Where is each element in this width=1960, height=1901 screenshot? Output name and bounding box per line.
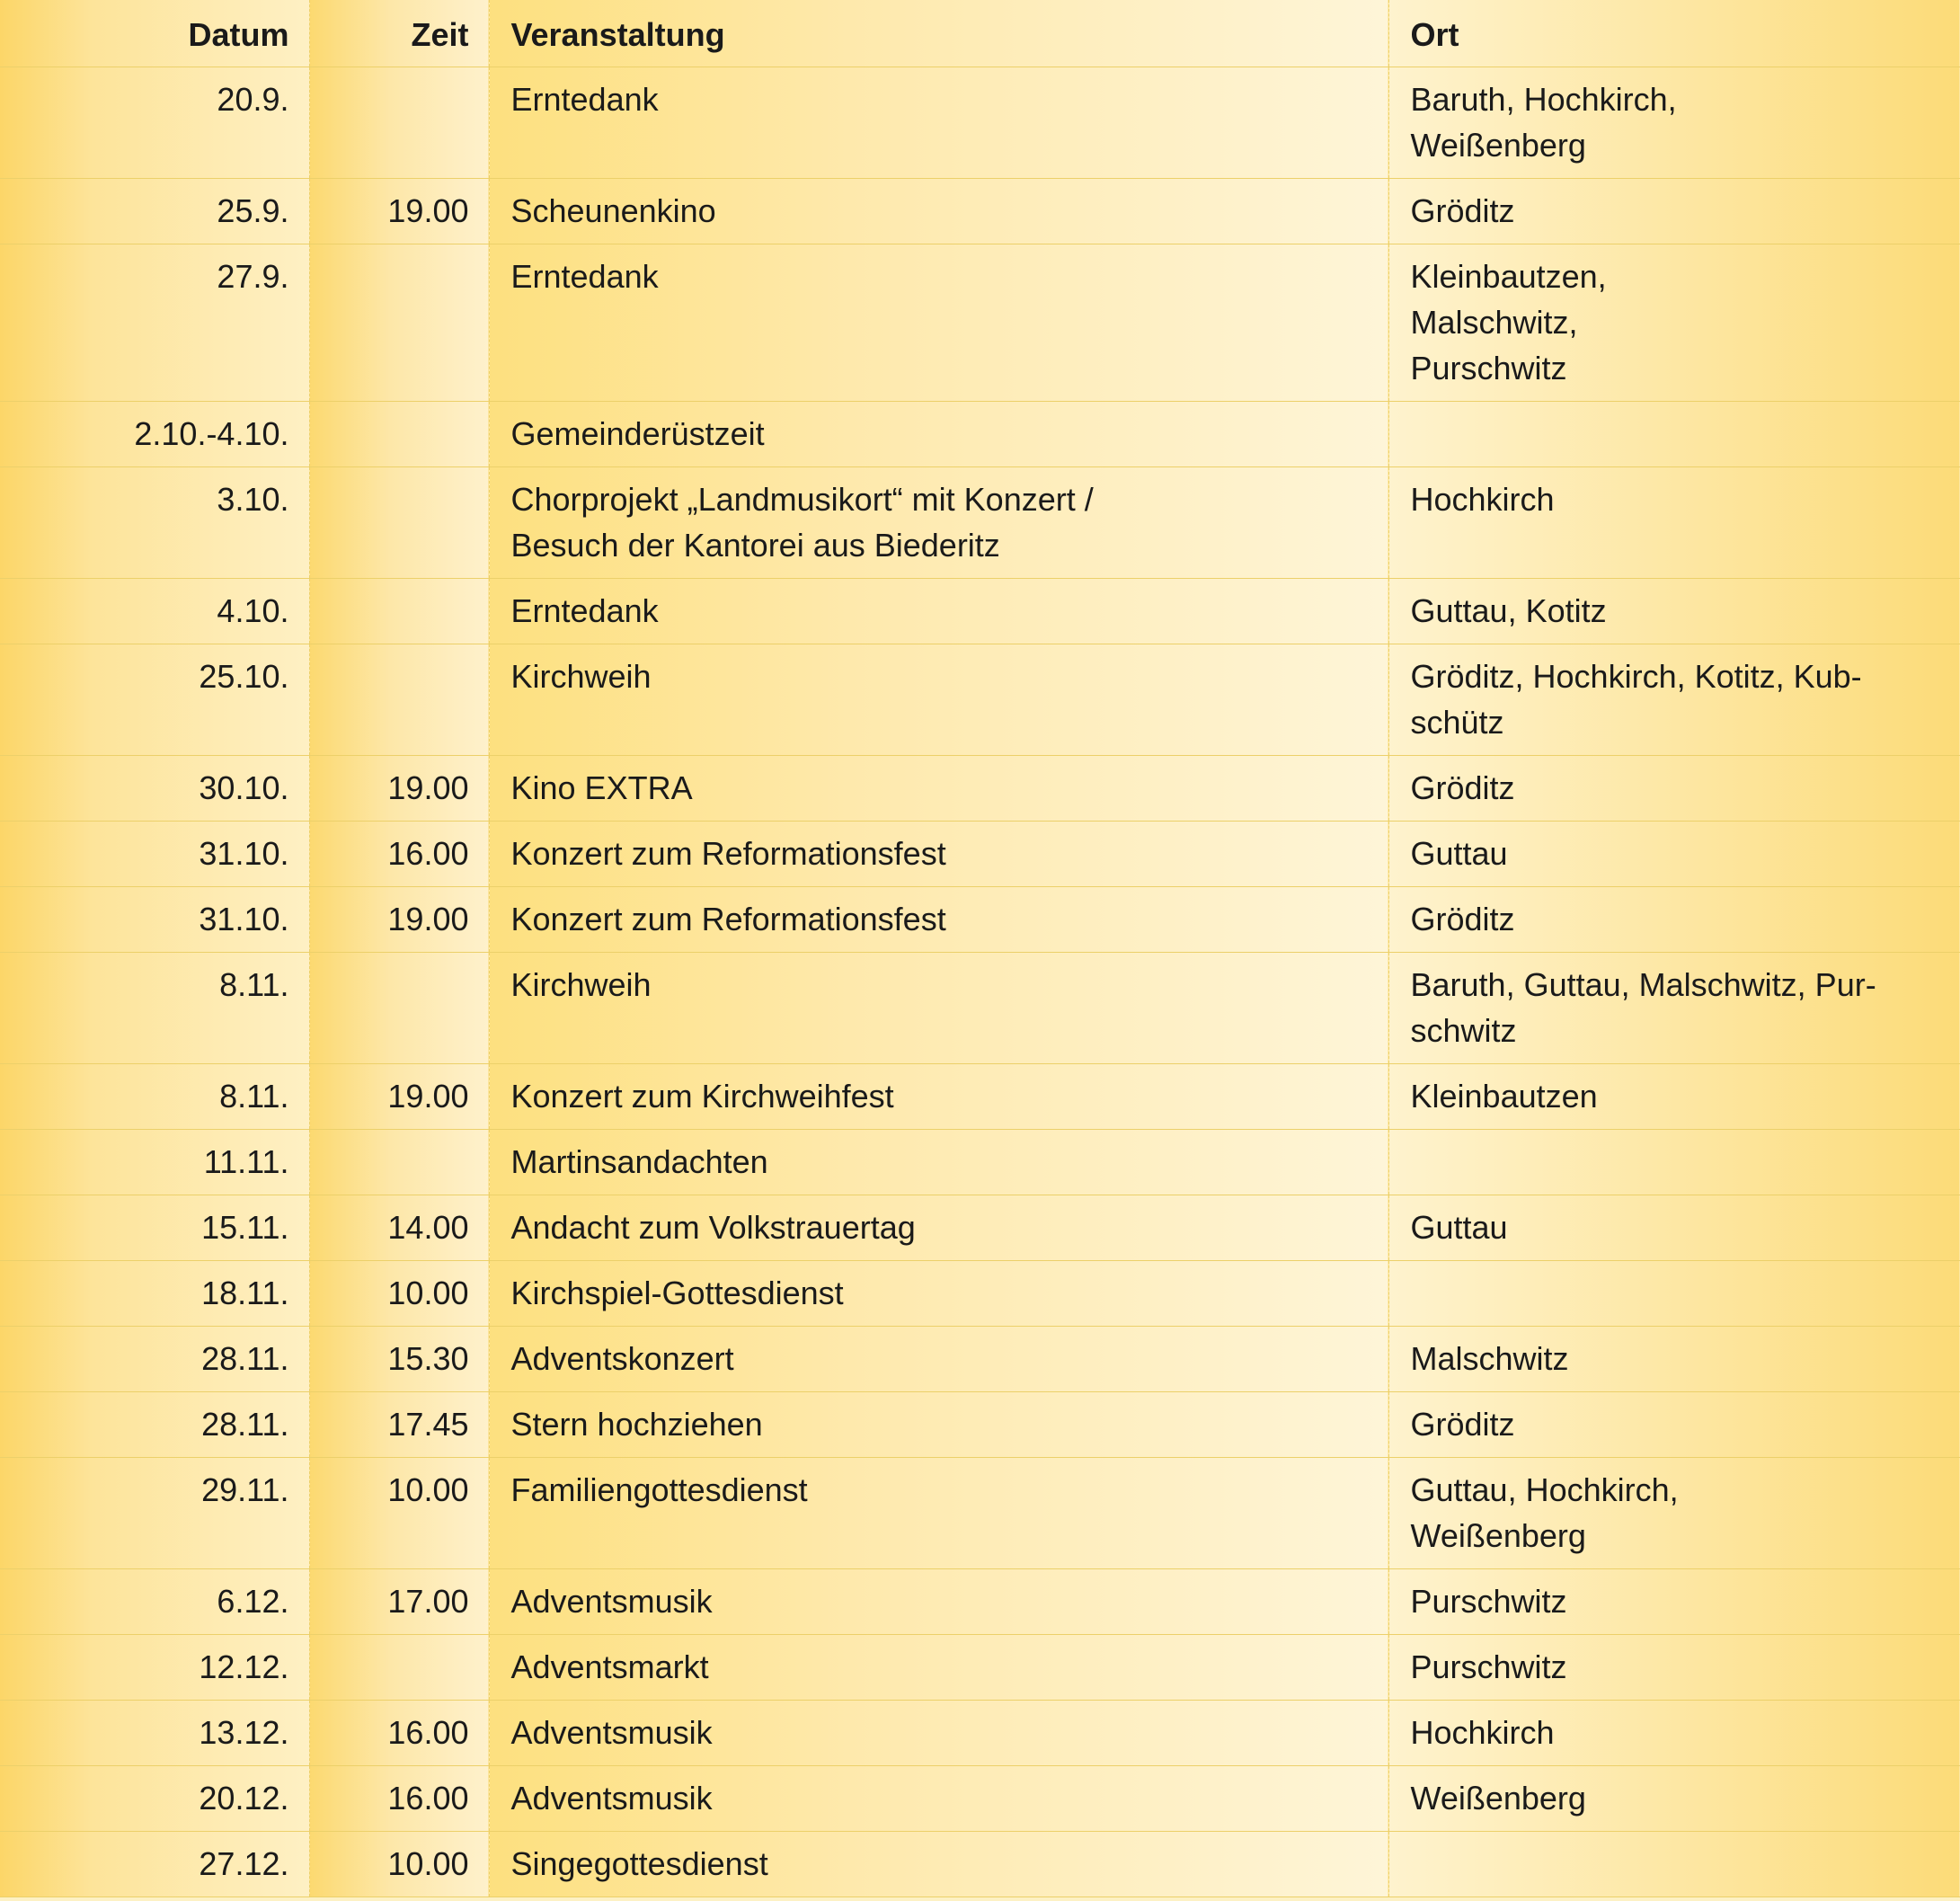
cell-veranstaltung-text: Konzert zum Reformationsfest — [510, 835, 946, 872]
cell-datum-text: 12.12. — [199, 1648, 289, 1685]
cell-datum-text: 8.11. — [219, 1078, 289, 1115]
table-row — [0, 1261, 1960, 1327]
cell-datum — [0, 953, 309, 1064]
cell-veranstaltung-text: Martinsandachten — [510, 1143, 768, 1180]
table-row — [0, 644, 1960, 756]
cell-ort — [1388, 1766, 1960, 1832]
cell-ort-text: Hochkirch — [1410, 481, 1555, 518]
cell-veranstaltung — [489, 644, 1388, 756]
cell-datum — [0, 67, 309, 179]
cell-veranstaltung — [489, 1130, 1388, 1195]
cell-ort — [1388, 179, 1960, 244]
cell-veranstaltung-text: Adventskonzert — [510, 1340, 734, 1377]
table-row — [0, 579, 1960, 644]
cell-datum-text: 3.10. — [217, 481, 289, 518]
table-row — [0, 1392, 1960, 1458]
cell-datum — [0, 179, 309, 244]
cell-datum-text: 31.10. — [199, 835, 289, 872]
cell-ort-text: Guttau, Kotitz — [1410, 592, 1607, 629]
cell-datum-text: 6.12. — [217, 1583, 289, 1620]
cell-ort — [1388, 887, 1960, 953]
cell-datum — [0, 887, 309, 953]
cell-veranstaltung — [489, 1766, 1388, 1832]
cell-zeit — [309, 1832, 489, 1897]
cell-datum — [0, 1327, 309, 1392]
cell-datum-text: 8.11. — [219, 966, 289, 1003]
cell-ort — [1388, 1130, 1960, 1195]
cell-zeit-text: 19.00 — [387, 192, 469, 229]
cell-datum — [0, 1458, 309, 1569]
cell-veranstaltung-text: Adventsmusik — [510, 1714, 713, 1751]
cell-zeit — [309, 244, 489, 402]
cell-zeit — [309, 1327, 489, 1392]
cell-ort-text: Guttau, Hochkirch, Weißenberg — [1410, 1471, 1679, 1554]
cell-ort — [1388, 467, 1960, 579]
cell-veranstaltung-text: Adventsmarkt — [510, 1648, 709, 1685]
cell-veranstaltung-text: Kirchspiel-Gottesdienst — [510, 1275, 844, 1311]
cell-datum — [0, 1261, 309, 1327]
cell-veranstaltung — [489, 1832, 1388, 1897]
cell-zeit-text: 19.00 — [387, 769, 469, 806]
cell-veranstaltung-text: Gemeinderüstzeit — [510, 415, 765, 452]
cell-ort — [1388, 1458, 1960, 1569]
cell-ort — [1388, 1064, 1960, 1130]
cell-veranstaltung-text: Adventsmusik — [510, 1583, 713, 1620]
cell-zeit — [309, 756, 489, 822]
cell-zeit-text: 10.00 — [387, 1275, 469, 1311]
cell-veranstaltung-text: Erntedank — [510, 592, 659, 629]
cell-veranstaltung — [489, 1064, 1388, 1130]
cell-datum-text: 30.10. — [199, 769, 289, 806]
cell-zeit — [309, 1130, 489, 1195]
cell-ort — [1388, 1701, 1960, 1766]
cell-ort-text: Gröditz — [1410, 901, 1515, 937]
cell-datum-text: 4.10. — [217, 592, 289, 629]
header-ort: Ort — [1388, 0, 1960, 67]
cell-veranstaltung-text: Konzert zum Reformationsfest — [510, 901, 946, 937]
cell-zeit — [309, 1569, 489, 1635]
cell-datum-text: 25.10. — [199, 658, 289, 695]
cell-ort-text: Purschwitz — [1410, 1648, 1567, 1685]
cell-ort — [1388, 822, 1960, 887]
cell-datum — [0, 822, 309, 887]
cell-veranstaltung-text: Erntedank — [510, 81, 659, 118]
cell-veranstaltung — [489, 402, 1388, 467]
cell-veranstaltung — [489, 953, 1388, 1064]
cell-datum — [0, 1832, 309, 1897]
cell-zeit — [309, 1064, 489, 1130]
cell-veranstaltung — [489, 1261, 1388, 1327]
cell-zeit-text: 14.00 — [387, 1209, 469, 1246]
cell-ort — [1388, 1635, 1960, 1701]
cell-ort-text: Guttau — [1410, 1209, 1508, 1246]
cell-datum — [0, 1130, 309, 1195]
cell-veranstaltung — [489, 887, 1388, 953]
cell-ort — [1388, 1327, 1960, 1392]
table-header — [0, 0, 1960, 67]
cell-datum-text: 18.11. — [201, 1275, 289, 1311]
cell-zeit — [309, 1392, 489, 1458]
cell-zeit-text: 17.45 — [387, 1406, 469, 1443]
cell-ort-text: Gröditz — [1410, 1406, 1515, 1443]
cell-datum-text: 20.12. — [199, 1780, 289, 1817]
cell-veranstaltung-text: Kirchweih — [510, 966, 652, 1003]
cell-veranstaltung — [489, 67, 1388, 179]
cell-zeit — [309, 402, 489, 467]
cell-zeit-text: 16.00 — [387, 1780, 469, 1817]
cell-veranstaltung — [489, 822, 1388, 887]
table-row — [0, 756, 1960, 822]
cell-veranstaltung — [489, 1195, 1388, 1261]
cell-ort-text: Weißenberg — [1410, 1780, 1586, 1817]
cell-datum-text: 31.10. — [199, 901, 289, 937]
cell-zeit — [309, 953, 489, 1064]
header-datum: Datum — [0, 0, 309, 67]
cell-veranstaltung — [489, 1327, 1388, 1392]
cell-zeit-text: 19.00 — [387, 901, 469, 937]
cell-veranstaltung — [489, 756, 1388, 822]
cell-ort-text: Baruth, Hochkirch, Weißenberg — [1410, 81, 1677, 164]
cell-zeit-text: 17.00 — [387, 1583, 469, 1620]
cell-datum — [0, 644, 309, 756]
cell-ort — [1388, 244, 1960, 402]
cell-ort-text: Kleinbautzen — [1410, 1078, 1598, 1115]
cell-ort — [1388, 67, 1960, 179]
cell-veranstaltung — [489, 1701, 1388, 1766]
table-row — [0, 1701, 1960, 1766]
cell-ort-text: Gröditz, Hochkirch, Kotitz, Kub- schütz — [1410, 658, 1862, 741]
cell-datum-text: 28.11. — [201, 1406, 289, 1443]
cell-veranstaltung-text: Familiengottesdienst — [510, 1471, 808, 1508]
cell-ort — [1388, 756, 1960, 822]
cell-datum-text: 27.12. — [199, 1845, 289, 1882]
table-row — [0, 1064, 1960, 1130]
cell-datum-text: 27.9. — [217, 258, 289, 295]
cell-zeit-text: 10.00 — [387, 1845, 469, 1882]
cell-zeit — [309, 1261, 489, 1327]
cell-datum — [0, 756, 309, 822]
cell-zeit — [309, 822, 489, 887]
cell-ort-text: Malschwitz — [1410, 1340, 1569, 1377]
table-row — [0, 402, 1960, 467]
cell-datum — [0, 1701, 309, 1766]
cell-datum-text: 20.9. — [217, 81, 289, 118]
cell-datum — [0, 1195, 309, 1261]
table-row — [0, 467, 1960, 579]
cell-ort-text: Purschwitz — [1410, 1583, 1567, 1620]
cell-zeit — [309, 1701, 489, 1766]
cell-ort — [1388, 1195, 1960, 1261]
table-row — [0, 1569, 1960, 1635]
cell-veranstaltung-text: Adventsmusik — [510, 1780, 713, 1817]
table-row — [0, 887, 1960, 953]
cell-ort — [1388, 402, 1960, 467]
cell-ort — [1388, 579, 1960, 644]
cell-zeit-text: 15.30 — [387, 1340, 469, 1377]
cell-veranstaltung — [489, 579, 1388, 644]
cell-ort — [1388, 1832, 1960, 1897]
cell-datum-text: 28.11. — [201, 1340, 289, 1377]
cell-veranstaltung — [489, 467, 1388, 579]
table-row — [0, 1327, 1960, 1392]
cell-ort-text: Kleinbautzen, Malschwitz, Purschwitz — [1410, 258, 1607, 386]
table-row — [0, 822, 1960, 887]
cell-datum — [0, 1766, 309, 1832]
cell-zeit — [309, 467, 489, 579]
cell-zeit — [309, 179, 489, 244]
cell-zeit — [309, 887, 489, 953]
cell-datum-text: 13.12. — [199, 1714, 289, 1751]
table-row — [0, 1766, 1960, 1832]
cell-zeit-text: 16.00 — [387, 1714, 469, 1751]
table-row — [0, 67, 1960, 179]
cell-ort — [1388, 953, 1960, 1064]
cell-zeit — [309, 1635, 489, 1701]
table-body — [0, 67, 1960, 1897]
cell-zeit-text: 19.00 — [387, 1078, 469, 1115]
cell-datum-text: 11.11. — [203, 1143, 289, 1180]
header-zeit: Zeit — [309, 0, 489, 67]
table-row — [0, 1195, 1960, 1261]
cell-zeit — [309, 1766, 489, 1832]
cell-veranstaltung-text: Stern hochziehen — [510, 1406, 763, 1443]
cell-ort-text: Baruth, Guttau, Malschwitz, Pur- schwitz — [1410, 966, 1876, 1049]
cell-veranstaltung — [489, 1635, 1388, 1701]
cell-datum — [0, 1064, 309, 1130]
cell-zeit — [309, 644, 489, 756]
cell-ort-text: Gröditz — [1410, 769, 1515, 806]
table-row — [0, 1458, 1960, 1569]
cell-veranstaltung-text: Scheunenkino — [510, 192, 716, 229]
cell-datum-text: 15.11. — [201, 1209, 289, 1246]
header-row — [0, 0, 1960, 67]
cell-datum — [0, 1635, 309, 1701]
cell-veranstaltung-text: Kino EXTRA — [510, 769, 693, 806]
cell-veranstaltung-text: Chorprojekt „Landmusikort“ mit Konzert / Besuch der Kantorei aus Biederitz — [510, 481, 1094, 564]
table-row — [0, 179, 1960, 244]
cell-veranstaltung-text: Kirchweih — [510, 658, 652, 695]
cell-zeit — [309, 579, 489, 644]
cell-datum — [0, 579, 309, 644]
cell-datum-text: 2.10.-4.10. — [134, 415, 289, 452]
cell-ort-text: Guttau — [1410, 835, 1508, 872]
cell-zeit — [309, 1458, 489, 1569]
cell-veranstaltung-text: Erntedank — [510, 258, 659, 295]
cell-datum — [0, 1392, 309, 1458]
cell-veranstaltung — [489, 179, 1388, 244]
cell-datum-text: 25.9. — [217, 192, 289, 229]
cell-ort-text: Gröditz — [1410, 192, 1515, 229]
cell-veranstaltung — [489, 1458, 1388, 1569]
cell-veranstaltung-text: Andacht zum Volkstrauertag — [510, 1209, 916, 1246]
cell-veranstaltung-text: Konzert zum Kirchweihfest — [510, 1078, 894, 1115]
cell-zeit-text: 10.00 — [387, 1471, 469, 1508]
table-row — [0, 1832, 1960, 1897]
header-veranstaltung: Veranstaltung — [489, 0, 1388, 67]
cell-datum — [0, 1569, 309, 1635]
cell-veranstaltung — [489, 1569, 1388, 1635]
cell-zeit — [309, 67, 489, 179]
cell-datum-text: 29.11. — [201, 1471, 289, 1508]
cell-datum — [0, 244, 309, 402]
table-row — [0, 1635, 1960, 1701]
cell-ort — [1388, 1392, 1960, 1458]
cell-veranstaltung — [489, 244, 1388, 402]
table-row — [0, 244, 1960, 402]
cell-ort — [1388, 644, 1960, 756]
cell-zeit-text: 16.00 — [387, 835, 469, 872]
cell-ort — [1388, 1261, 1960, 1327]
cell-veranstaltung-text: Singegottesdienst — [510, 1845, 768, 1882]
cell-datum — [0, 467, 309, 579]
cell-ort-text: Hochkirch — [1410, 1714, 1555, 1751]
table-row — [0, 1130, 1960, 1195]
cell-ort — [1388, 1569, 1960, 1635]
cell-veranstaltung — [489, 1392, 1388, 1458]
cell-zeit — [309, 1195, 489, 1261]
table-row — [0, 953, 1960, 1064]
cell-datum — [0, 402, 309, 467]
